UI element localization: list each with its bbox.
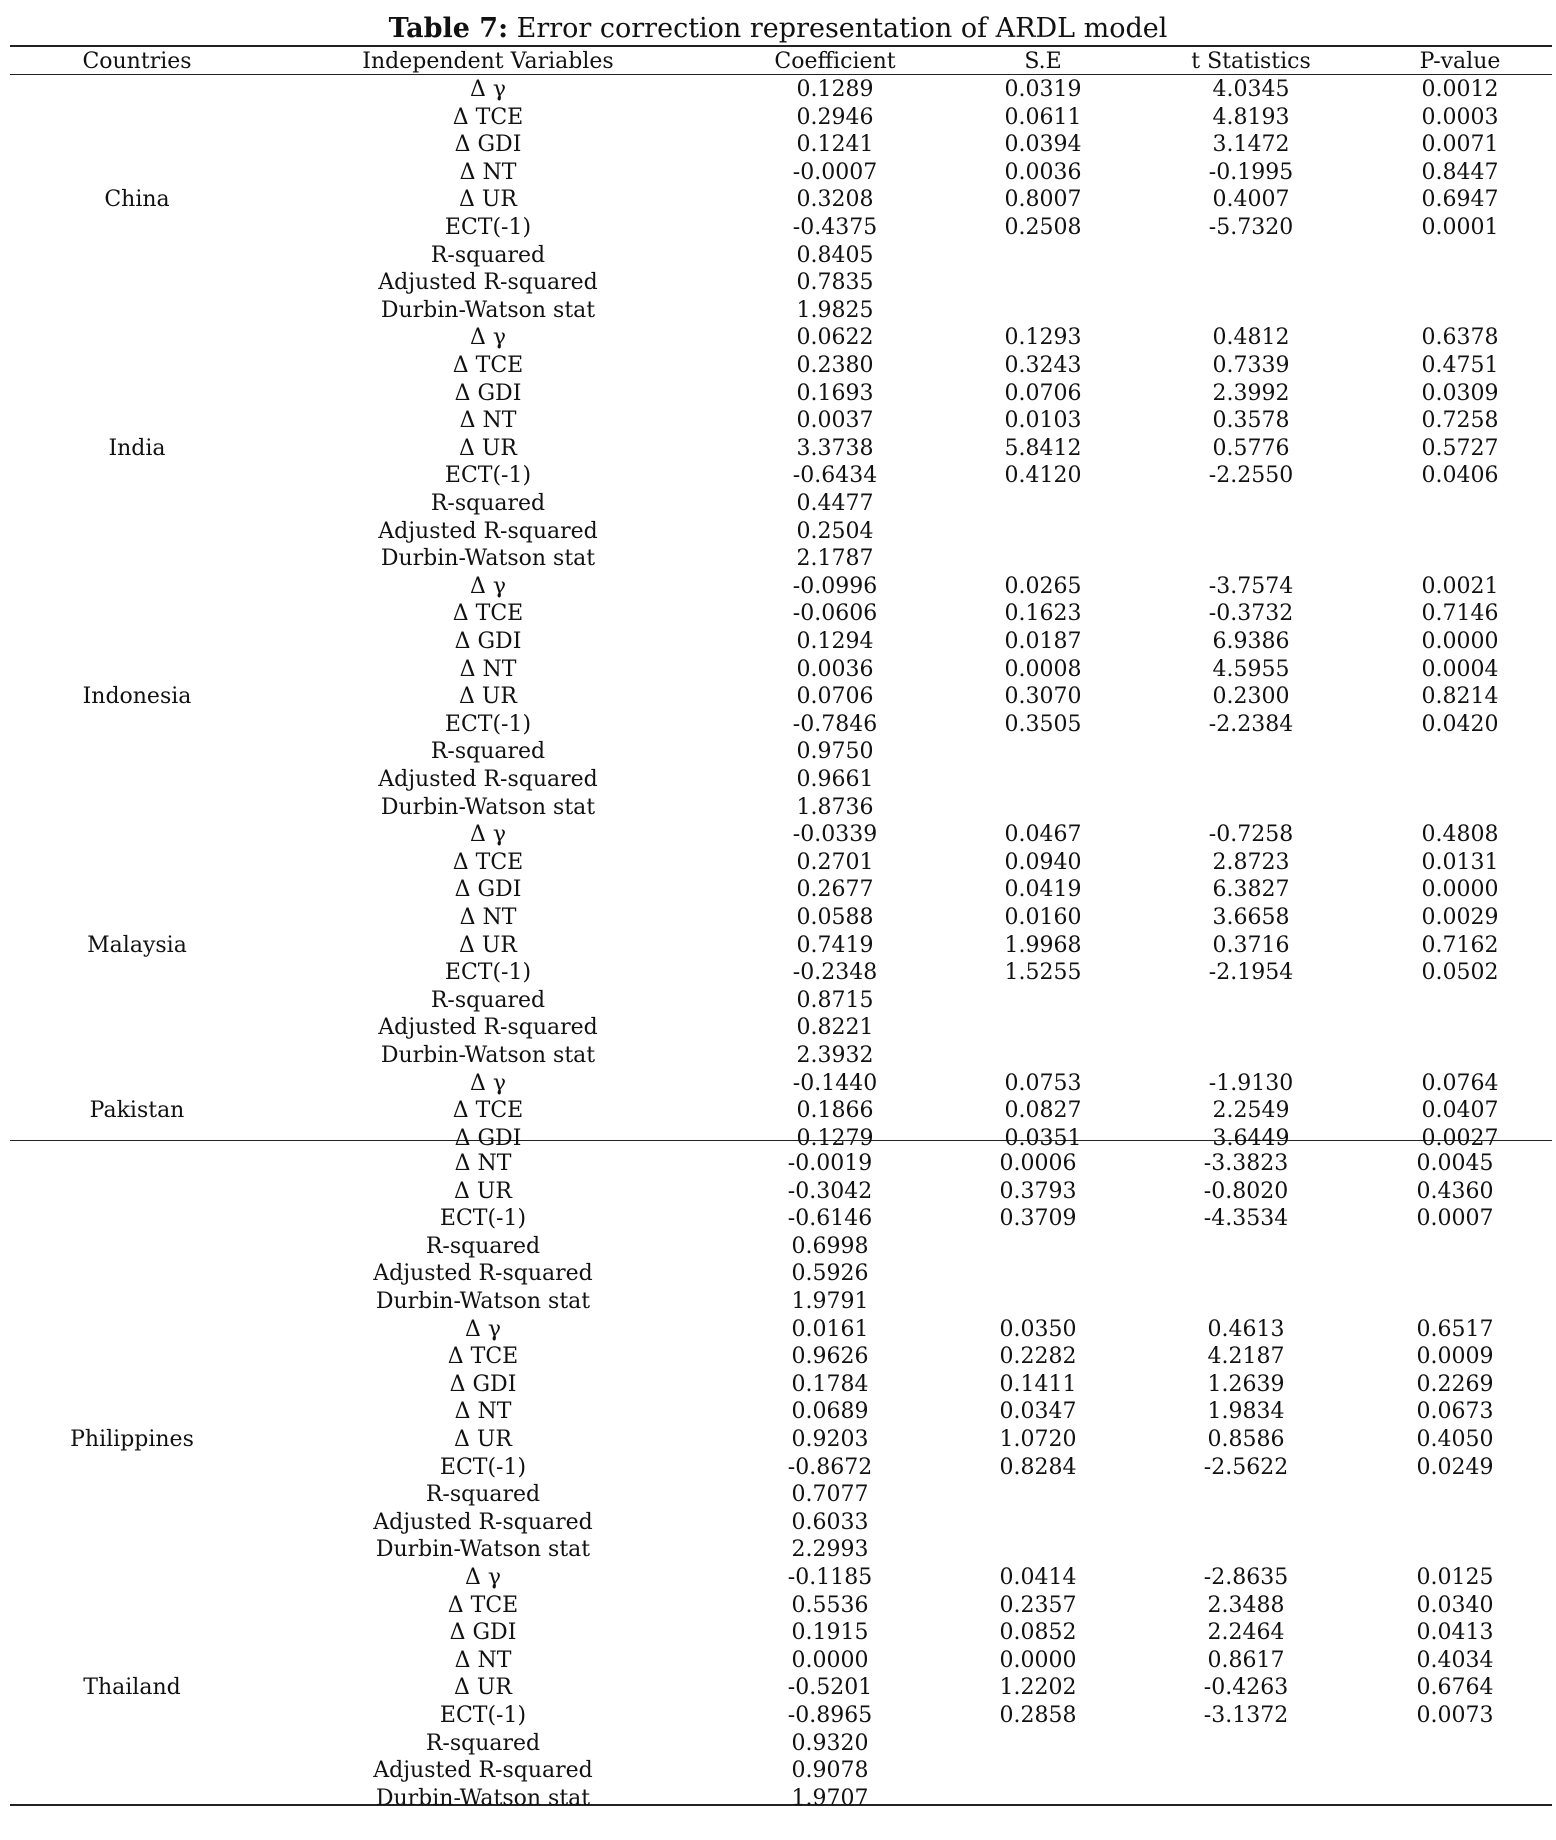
coefficient-cell: -0.6146 [787, 1206, 873, 1232]
p-value-cell: 0.0406 [1421, 463, 1499, 489]
variable-cell: Δ NT [459, 656, 517, 682]
variable-cell: ECT(-1) [444, 215, 532, 240]
coefficient-cell: 0.0689 [791, 1399, 869, 1425]
variable-cell: Δ UR [454, 1675, 512, 1701]
se-cell: 0.1623 [1004, 601, 1082, 627]
coefficient-cell: 0.1294 [796, 629, 874, 654]
variable-cell: Δ γ [464, 1565, 502, 1590]
t-stat-cell: 2.3992 [1212, 380, 1290, 406]
se-cell: 0.0036 [1004, 159, 1082, 185]
p-value-cell: 0.0071 [1421, 132, 1499, 158]
variable-cell: Δ NT [459, 159, 517, 185]
variable-cell: Adjusted R-squared [373, 1509, 593, 1535]
p-value-cell: 0.6378 [1421, 325, 1499, 351]
se-cell: 0.0611 [1004, 104, 1082, 130]
header-p-value: P-value [1419, 49, 1501, 74]
t-stat-cell: -0.3732 [1208, 601, 1294, 627]
variable-cell: Adjusted R-squared [378, 270, 598, 296]
p-value-cell: 0.0420 [1421, 711, 1499, 737]
coefficient-cell: -0.2348 [792, 960, 878, 986]
coefficient-cell: -0.5201 [787, 1675, 873, 1701]
coefficient-cell: 0.1289 [796, 77, 874, 102]
variable-cell: Δ TCE [447, 1592, 519, 1618]
p-value-cell: 0.8447 [1421, 159, 1499, 185]
p-value-cell: 0.0407 [1421, 1098, 1499, 1124]
t-stat-cell: 6.3827 [1212, 877, 1290, 903]
t-stat-cell: 3.1472 [1212, 132, 1290, 158]
p-value-cell: 0.0001 [1421, 215, 1499, 240]
variable-cell: Durbin-Watson stat [375, 1289, 591, 1314]
p-value-cell: 0.0012 [1421, 77, 1499, 102]
variable-cell: ECT(-1) [439, 1206, 527, 1232]
t-stat-cell: -3.1372 [1203, 1703, 1289, 1728]
variable-cell: Δ UR [459, 684, 517, 710]
variable-cell: R-squared [430, 987, 546, 1013]
t-stat-cell: -0.7258 [1208, 822, 1294, 848]
se-cell: 0.0160 [1004, 905, 1082, 930]
variable-cell: Δ GDI [454, 1125, 522, 1151]
country-cell: China [104, 187, 170, 213]
t-stat-cell: 0.8586 [1207, 1427, 1285, 1452]
variable-cell: Δ GDI [454, 132, 522, 158]
p-value-cell: 0.4034 [1416, 1647, 1494, 1673]
t-stat-cell: 0.8617 [1207, 1647, 1285, 1673]
p-value-cell: 0.0027 [1421, 1125, 1499, 1151]
t-stat-cell: 2.3488 [1207, 1592, 1285, 1618]
coefficient-cell: 1.8736 [796, 794, 874, 820]
p-value-cell: 0.5727 [1421, 435, 1499, 461]
t-stat-cell: 0.2300 [1212, 684, 1290, 710]
coefficient-cell: 0.8405 [796, 242, 874, 268]
t-stat-cell: 0.3578 [1212, 408, 1290, 434]
se-cell: 0.2858 [999, 1703, 1077, 1728]
se-cell: 0.3709 [999, 1206, 1077, 1232]
variable-cell: Δ TCE [452, 1098, 524, 1124]
variable-cell: Δ TCE [452, 104, 524, 130]
coefficient-cell: -0.8672 [787, 1454, 873, 1480]
variable-cell: Adjusted R-squared [373, 1758, 593, 1784]
variable-cell: Δ NT [454, 1399, 512, 1425]
variable-cell: Δ UR [454, 1427, 512, 1452]
se-cell: 0.0000 [999, 1647, 1077, 1673]
variable-cell: Δ γ [469, 1070, 507, 1096]
t-stat-cell: -0.8020 [1203, 1178, 1289, 1204]
coefficient-cell: -0.0996 [792, 573, 878, 599]
coefficient-cell: -0.7846 [792, 711, 878, 737]
t-stat-cell: 0.4007 [1212, 187, 1290, 213]
coefficient-cell: 1.9791 [791, 1289, 869, 1314]
coefficient-cell: 0.9626 [791, 1344, 869, 1370]
t-stat-cell: -2.2550 [1208, 463, 1294, 489]
coefficient-cell: -0.0339 [792, 822, 878, 848]
se-cell: 0.0852 [999, 1620, 1077, 1646]
variable-cell: Δ γ [469, 325, 507, 351]
variable-cell: R-squared [425, 1482, 541, 1508]
coefficient-cell: -0.3042 [787, 1178, 873, 1204]
t-stat-cell: -0.4263 [1203, 1675, 1289, 1701]
header-coefficient: Coefficient [774, 49, 896, 74]
se-cell: 1.2202 [999, 1675, 1077, 1701]
coefficient-cell: 0.9078 [791, 1758, 869, 1784]
t-stat-cell: -5.7320 [1208, 215, 1294, 240]
t-stat-cell: 1.9834 [1207, 1399, 1285, 1425]
variable-cell: Durbin-Watson stat [375, 1537, 591, 1563]
p-value-cell: 0.0009 [1416, 1344, 1494, 1370]
p-value-cell: 0.2269 [1416, 1371, 1494, 1397]
p-value-cell: 0.0764 [1421, 1070, 1499, 1096]
se-cell: 0.0006 [999, 1151, 1077, 1176]
variable-cell: ECT(-1) [439, 1454, 527, 1480]
coefficient-cell: 2.2993 [791, 1537, 869, 1563]
coefficient-cell: 0.0161 [791, 1316, 869, 1342]
variable-cell: Δ GDI [454, 380, 522, 406]
p-value-cell: 0.4751 [1421, 353, 1499, 378]
coefficient-cell: 0.5536 [791, 1592, 869, 1618]
t-stat-cell: -0.1995 [1208, 159, 1294, 185]
variable-cell: R-squared [425, 1233, 541, 1259]
variable-cell: Δ γ [469, 822, 507, 848]
p-value-cell: 0.6764 [1416, 1675, 1494, 1701]
coefficient-cell: 2.3932 [796, 1043, 874, 1068]
p-value-cell: 0.0021 [1421, 573, 1499, 599]
se-cell: 1.5255 [1004, 960, 1082, 986]
variable-cell: Durbin-Watson stat [380, 794, 596, 820]
coefficient-cell: 0.8715 [796, 987, 874, 1013]
coefficient-cell: 0.3208 [796, 187, 874, 213]
coefficient-cell: 0.9320 [791, 1730, 869, 1756]
se-cell: 0.0265 [1004, 573, 1082, 599]
se-cell: 0.1293 [1004, 325, 1082, 351]
variable-cell: Adjusted R-squared [378, 767, 598, 792]
variable-cell: Δ UR [459, 187, 517, 213]
t-stat-cell: -2.2384 [1208, 711, 1294, 737]
coefficient-cell: 1.9707 [791, 1785, 869, 1811]
t-stat-cell: 4.0345 [1212, 77, 1290, 102]
coefficient-cell: -0.4375 [792, 215, 878, 240]
variable-cell: Durbin-Watson stat [380, 297, 596, 323]
t-stat-cell: 4.8193 [1212, 104, 1290, 130]
variable-cell: Δ NT [454, 1647, 512, 1673]
se-cell: 0.0187 [1004, 629, 1082, 654]
se-cell: 0.0319 [1004, 77, 1082, 102]
coefficient-cell: 3.3738 [796, 435, 874, 461]
coefficient-cell: 0.2504 [796, 518, 874, 544]
t-stat-cell: 3.6449 [1212, 1125, 1290, 1151]
se-cell: 0.0103 [1004, 408, 1082, 434]
coefficient-cell: -0.0606 [792, 601, 878, 627]
coefficient-cell: 0.0000 [791, 1647, 869, 1673]
header-t-statistics: t Statistics [1191, 49, 1311, 74]
se-cell: 0.4120 [1004, 463, 1082, 489]
coefficient-cell: -0.0019 [787, 1151, 873, 1176]
se-cell: 0.0753 [1004, 1070, 1082, 1096]
coefficient-cell: 0.2380 [796, 353, 874, 378]
p-value-cell: 0.4808 [1421, 822, 1499, 848]
country-cell: Indonesia [82, 684, 192, 710]
variable-cell: Δ GDI [454, 629, 522, 654]
p-value-cell: 0.4360 [1416, 1178, 1494, 1204]
variable-cell: Δ NT [459, 408, 517, 434]
coefficient-cell: 0.1693 [796, 380, 874, 406]
country-cell: Philippines [70, 1427, 194, 1452]
top-rule [10, 45, 1552, 47]
variable-cell: Δ UR [454, 1178, 512, 1204]
variable-cell: R-squared [430, 242, 546, 268]
variable-cell: Δ γ [469, 77, 507, 102]
t-stat-cell: 4.5955 [1212, 656, 1290, 682]
coefficient-cell: -0.0007 [792, 159, 878, 185]
se-cell: 0.0351 [1004, 1125, 1082, 1151]
se-cell: 0.8284 [999, 1454, 1077, 1480]
variable-cell: Δ γ [469, 573, 507, 599]
p-value-cell: 0.0007 [1416, 1206, 1494, 1232]
coefficient-cell: -0.8965 [787, 1703, 873, 1728]
t-stat-cell: -2.8635 [1203, 1565, 1289, 1590]
t-stat-cell: 3.6658 [1212, 905, 1290, 930]
coefficient-cell: 2.1787 [796, 546, 874, 572]
se-cell: 0.2282 [999, 1344, 1077, 1370]
t-stat-cell: -3.7574 [1208, 573, 1294, 599]
p-value-cell: 0.6517 [1416, 1316, 1494, 1342]
se-cell: 1.0720 [999, 1427, 1077, 1452]
variable-cell: Δ GDI [449, 1371, 517, 1397]
se-cell: 0.2357 [999, 1592, 1077, 1618]
variable-cell: Adjusted R-squared [378, 1015, 598, 1041]
t-stat-cell: -2.5622 [1203, 1454, 1289, 1480]
se-cell: 0.0414 [999, 1565, 1077, 1590]
variable-cell: Δ NT [454, 1151, 512, 1176]
variable-cell: Δ UR [459, 932, 517, 958]
se-cell: 0.2508 [1004, 215, 1082, 240]
se-cell: 5.8412 [1004, 435, 1082, 461]
coefficient-cell: 0.7419 [796, 932, 874, 958]
variable-cell: ECT(-1) [444, 463, 532, 489]
coefficient-cell: 0.1915 [791, 1620, 869, 1646]
se-cell: 0.1411 [999, 1371, 1077, 1397]
country-cell: Pakistan [89, 1098, 185, 1124]
variable-cell: ECT(-1) [439, 1703, 527, 1728]
t-stat-cell: -4.3534 [1203, 1206, 1289, 1232]
variable-cell: Durbin-Watson stat [380, 1043, 596, 1068]
p-value-cell: 0.0309 [1421, 380, 1499, 406]
se-cell: 0.3505 [1004, 711, 1082, 737]
table-number: Table 7: [388, 13, 509, 44]
coefficient-cell: 0.4477 [796, 491, 874, 516]
p-value-cell: 0.0413 [1416, 1620, 1494, 1646]
variable-cell: Adjusted R-squared [373, 1261, 593, 1287]
p-value-cell: 0.0045 [1416, 1151, 1494, 1176]
p-value-cell: 0.0073 [1416, 1703, 1494, 1728]
country-cell: Malaysia [87, 932, 187, 958]
coefficient-cell: 0.1279 [796, 1125, 874, 1151]
coefficient-cell: 0.0622 [796, 325, 874, 351]
variable-cell: Durbin-Watson stat [375, 1785, 591, 1811]
header-se: S.E [1024, 49, 1062, 74]
se-cell: 0.0394 [1004, 132, 1082, 158]
se-cell: 0.0467 [1004, 822, 1082, 848]
country-cell: Thailand [83, 1675, 181, 1701]
se-cell: 0.0706 [1004, 380, 1082, 406]
coefficient-cell: 0.2946 [796, 104, 874, 130]
variable-cell: ECT(-1) [444, 960, 532, 986]
t-stat-cell: 1.2639 [1207, 1371, 1285, 1397]
variable-cell: Δ TCE [447, 1344, 519, 1370]
coefficient-cell: 0.1241 [796, 132, 874, 158]
p-value-cell: 0.0000 [1421, 629, 1499, 654]
p-value-cell: 0.0340 [1416, 1592, 1494, 1618]
se-cell: 0.0940 [1004, 849, 1082, 875]
p-value-cell: 0.8214 [1421, 684, 1499, 710]
coefficient-cell: 0.8221 [796, 1015, 874, 1041]
variable-cell: Δ TCE [452, 353, 524, 378]
coefficient-cell: 1.9825 [796, 297, 874, 323]
coefficient-cell: 0.1866 [796, 1098, 874, 1124]
p-value-cell: 0.7258 [1421, 408, 1499, 434]
p-value-cell: 0.7146 [1421, 601, 1499, 627]
p-value-cell: 0.0125 [1416, 1565, 1494, 1590]
p-value-cell: 0.0131 [1421, 849, 1499, 875]
t-stat-cell: 2.8723 [1212, 849, 1290, 875]
header-independent-variables: Independent Variables [362, 49, 614, 74]
coefficient-cell: 0.7835 [796, 270, 874, 296]
p-value-cell: 0.0249 [1416, 1454, 1494, 1480]
se-cell: 0.0347 [999, 1399, 1077, 1425]
coefficient-cell: -0.1185 [787, 1565, 873, 1590]
p-value-cell: 0.0000 [1421, 877, 1499, 903]
variable-cell: Adjusted R-squared [378, 518, 598, 544]
variable-cell: Δ TCE [452, 601, 524, 627]
variable-cell: Δ TCE [452, 849, 524, 875]
header-countries: Countries [82, 49, 192, 74]
coefficient-cell: 0.9750 [796, 739, 874, 765]
coefficient-cell: -0.1440 [792, 1070, 878, 1096]
t-stat-cell: 0.4812 [1212, 325, 1290, 351]
coefficient-cell: 0.2677 [796, 877, 874, 903]
coefficient-cell: -0.6434 [792, 463, 878, 489]
se-cell: 0.0350 [999, 1316, 1077, 1342]
coefficient-cell: 0.6998 [791, 1233, 869, 1259]
p-value-cell: 0.0673 [1416, 1399, 1494, 1425]
se-cell: 0.3243 [1004, 353, 1082, 378]
t-stat-cell: -2.1954 [1208, 960, 1294, 986]
variable-cell: Durbin-Watson stat [380, 546, 596, 572]
se-cell: 0.0008 [1004, 656, 1082, 682]
t-stat-cell: 6.9386 [1212, 629, 1290, 654]
coefficient-cell: 0.9203 [791, 1427, 869, 1452]
coefficient-cell: 0.5926 [791, 1261, 869, 1287]
se-cell: 1.9968 [1004, 932, 1082, 958]
p-value-cell: 0.7162 [1421, 932, 1499, 958]
t-stat-cell: 0.5776 [1212, 435, 1290, 461]
coefficient-cell: 0.0036 [796, 656, 874, 682]
variable-cell: ECT(-1) [444, 711, 532, 737]
se-cell: 0.3070 [1004, 684, 1082, 710]
variable-cell: R-squared [430, 739, 546, 765]
p-value-cell: 0.6947 [1421, 187, 1499, 213]
t-stat-cell: 4.2187 [1207, 1344, 1285, 1370]
t-stat-cell: 0.3716 [1212, 932, 1290, 958]
coefficient-cell: 0.1784 [791, 1371, 869, 1397]
t-stat-cell: 2.2464 [1207, 1620, 1285, 1646]
se-cell: 0.0827 [1004, 1098, 1082, 1124]
t-stat-cell: -3.3823 [1203, 1151, 1289, 1176]
p-value-cell: 0.0029 [1421, 905, 1499, 930]
se-cell: 0.0419 [1004, 877, 1082, 903]
variable-cell: R-squared [425, 1730, 541, 1756]
p-value-cell: 0.0003 [1421, 104, 1499, 130]
se-cell: 0.8007 [1004, 187, 1082, 213]
country-cell: India [108, 435, 166, 461]
table-caption: Error correction representation of ARDL model [508, 13, 1168, 44]
variable-cell: Δ γ [464, 1316, 502, 1342]
variable-cell: Δ NT [459, 905, 517, 930]
t-stat-cell: 2.2549 [1212, 1098, 1290, 1124]
variable-cell: R-squared [430, 491, 546, 516]
variable-cell: Δ UR [459, 435, 517, 461]
t-stat-cell: 0.7339 [1212, 353, 1290, 378]
p-value-cell: 0.0004 [1421, 656, 1499, 682]
coefficient-cell: 0.0706 [796, 684, 874, 710]
coefficient-cell: 0.9661 [796, 767, 874, 792]
p-value-cell: 0.0502 [1421, 960, 1499, 986]
coefficient-cell: 0.7077 [791, 1482, 869, 1508]
coefficient-cell: 0.2701 [796, 849, 874, 875]
p-value-cell: 0.4050 [1416, 1427, 1494, 1452]
coefficient-cell: 0.0588 [796, 905, 874, 930]
variable-cell: Δ GDI [454, 877, 522, 903]
table-title [0, 12, 1556, 46]
se-cell: 0.3793 [999, 1178, 1077, 1204]
variable-cell: Δ GDI [449, 1620, 517, 1646]
t-stat-cell: 0.4613 [1207, 1316, 1285, 1342]
coefficient-cell: 0.6033 [791, 1509, 869, 1535]
coefficient-cell: 0.0037 [796, 408, 874, 434]
t-stat-cell: -1.9130 [1208, 1070, 1294, 1096]
